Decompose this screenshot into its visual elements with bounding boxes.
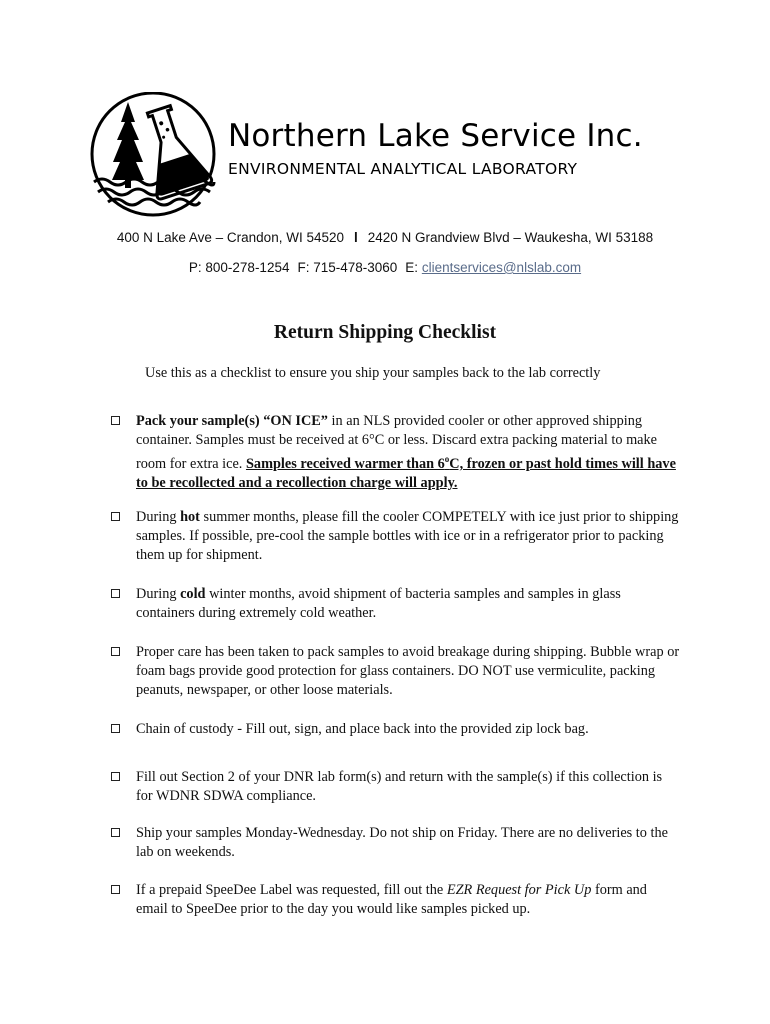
page-title: Return Shipping Checklist (273, 322, 497, 343)
company-subtitle: ENVIRONMENTAL ANALYTICAL LABORATORY (228, 160, 578, 178)
address-separator: l (353, 230, 358, 245)
intro-text: Use this as a checklist to ensure you ship your samples back to the lab correctly (145, 365, 601, 381)
checklist-item-text: Chain of custody - Fill out, sign, and place back into the provided zip lock bag. (136, 721, 589, 737)
checklist-item-text (136, 881, 681, 919)
checkbox[interactable] (111, 885, 120, 894)
checklist-item-pack-on-ice (111, 412, 681, 493)
fax-number: F: 715-478-3060 (297, 260, 398, 275)
checklist-item-cold-months (111, 585, 681, 623)
checklist-item-hot-months (111, 508, 681, 565)
checkbox[interactable] (111, 724, 120, 733)
address-waukesha: 2420 N Grandview Blvd – Waukesha, WI 53188 (367, 230, 654, 245)
checklist-item-text: Proper care has been taken to pack samples to avoid breakage during shipping. Bubble wrap or foam bags provide good protection for glass containers. DO NOT use vermiculite, packing peanuts, newspaper, or other loose materials. (136, 644, 680, 698)
checklist-item-text (136, 508, 681, 565)
checklist-item-proper-care (111, 643, 681, 700)
checklist-item-ship-days (111, 824, 681, 862)
checklist-item-text (136, 585, 681, 623)
text-segment: form and email to SpeeDee prior to the day you would like samples picked up. (136, 882, 647, 917)
checkbox[interactable] (111, 647, 120, 656)
text-segment: in an NLS provided cooler or other approved shipping container. Samples must be received at 6°C or less. Discard extra packing material to make room for extra ice. (136, 413, 658, 472)
text-segment: winter months, avoid shipment of bacteria samples and samples in glass containers during extremely cold weather. (136, 586, 621, 621)
checkbox[interactable] (111, 589, 120, 598)
company-logo (88, 92, 228, 217)
warning-text-b: C, frozen or past hold times will have to be recollected and a recollection charge will apply. (136, 455, 676, 491)
checkbox[interactable] (111, 512, 120, 521)
form-name: EZR Request for Pick Up (446, 882, 592, 898)
address-crandon: 400 N Lake Ave – Crandon, WI 54520 (116, 230, 344, 245)
checklist-item-text: Ship your samples Monday-Wednesday. Do not ship on Friday. There are no deliveries to the lab on weekends. (136, 825, 668, 860)
checklist-item-chain-of-custody (111, 720, 681, 739)
checklist-item-dnr-form (111, 768, 681, 806)
checkbox[interactable] (111, 828, 120, 837)
checkbox[interactable] (111, 772, 120, 781)
email-link[interactable]: clientservices@nlslab.com (421, 260, 582, 275)
checklist-item-speedee-label (111, 881, 681, 919)
bold-word: hot (180, 509, 200, 525)
flask-tree-logo-icon (88, 92, 228, 217)
phone-number: P: 800-278-1254 (188, 260, 290, 275)
degree-sup: o (444, 454, 450, 464)
text-segment: If a prepaid SpeeDee Label was requested, fill out the (136, 882, 447, 898)
company-name: Northern Lake Service Inc. (228, 118, 643, 154)
bold-word: cold (180, 586, 206, 602)
address-line (0, 230, 770, 245)
contact-line (0, 260, 770, 275)
checkbox[interactable] (111, 416, 120, 425)
email-label: E: (405, 260, 419, 275)
text-segment: During (136, 509, 181, 525)
warning-text-a: Samples received warmer than 6 (245, 455, 445, 472)
checklist-item-text (136, 412, 681, 493)
text-segment: During (136, 586, 181, 602)
text-segment: summer months, please fill the cooler COMPETELY with ice just prior to shipping samples. If possible, pre-cool the sample bottles with ice or in a refrigerator prior to packing them up for shipment. (136, 509, 679, 563)
checklist-item-text: Fill out Section 2 of your DNR lab form(s) and return with the sample(s) if this collection is for WDNR SDWA compliance. (136, 769, 663, 804)
bold-lead: Pack your sample(s) “ON ICE” (136, 413, 328, 429)
